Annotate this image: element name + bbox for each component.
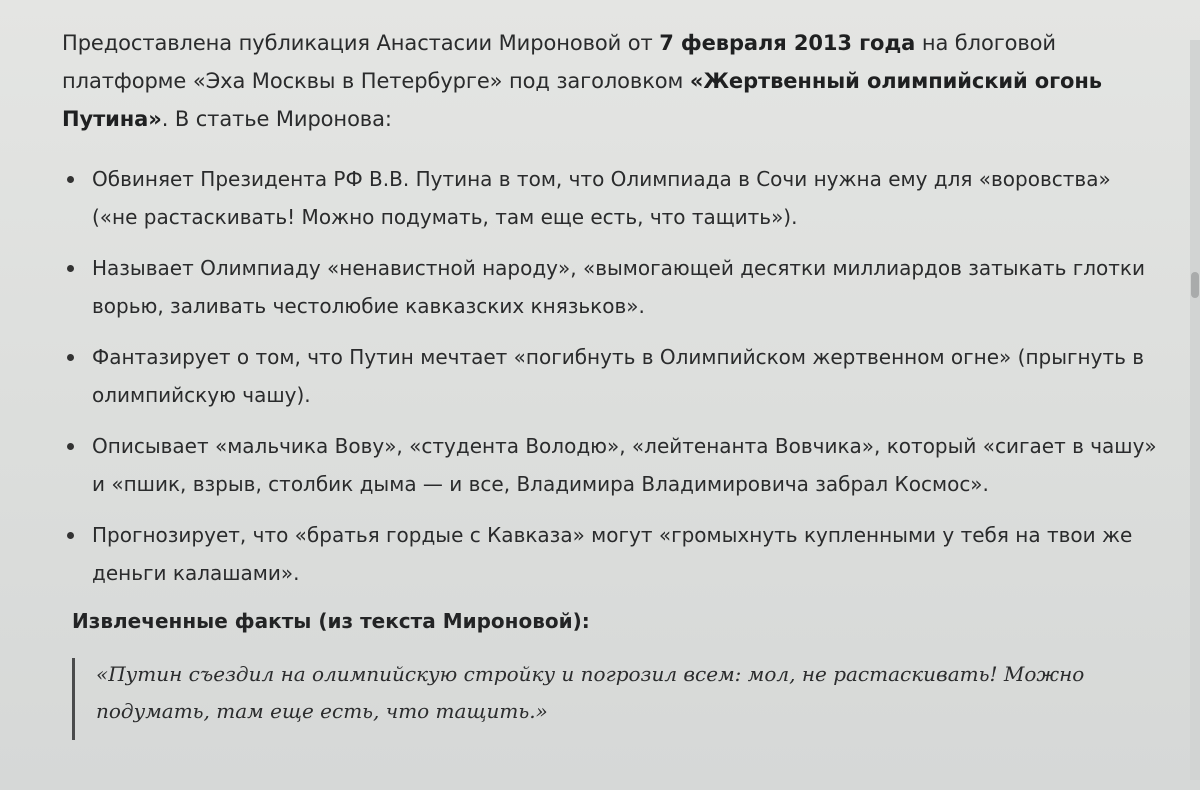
intro-text-3: . В статье Миронова: xyxy=(161,107,392,131)
list-item xyxy=(62,516,1162,592)
intro-text-1: Предоставлена публикация Анастасии Мироновой от xyxy=(62,31,660,55)
facts-quote xyxy=(72,656,1162,730)
publication-date: 7 февраля 2013 года xyxy=(659,31,916,55)
bullet-icon xyxy=(67,532,74,539)
vertical-scrollbar[interactable] xyxy=(1190,40,1200,780)
list-item-text: Описывает «мальчика Вову», «студента Володю», «лейтенанта Вовчика», который «сигает в чашу» и «пшик, взрыв, столбик дыма — и все, Владимира Владимировича забрал Космос». xyxy=(92,434,1157,496)
list-item-text: Фантазирует о том, что Путин мечтает «погибнуть в Олимпийском жертвенном огне» (прыгнуть в олимпийскую чашу). xyxy=(92,345,1145,407)
list-item xyxy=(62,427,1162,503)
bullet-icon xyxy=(67,176,74,183)
claims-list xyxy=(62,160,1162,592)
scrollbar-thumb[interactable] xyxy=(1191,272,1199,298)
list-item-text: Прогнозирует, что «братья гордые с Кавказа» могут «громыхнуть купленными у тебя на твои же деньги калашами». xyxy=(92,523,1133,585)
list-item-text: Называет Олимпиаду «ненавистной народу», «вымогающей десятки миллиардов затыкать глотки ворью, заливать честолюбие кавказских князьков». xyxy=(92,256,1145,318)
quote-text: «Путин съездил на олимпийскую стройку и погрозил всем: мол, не растаскивать! Можно подумать, там еще есть, что тащить.» xyxy=(96,662,1085,723)
document-body xyxy=(62,24,1162,730)
quote-bar xyxy=(72,658,75,740)
facts-heading: Извлеченные факты (из текста Мироновой): xyxy=(72,609,590,633)
bullet-icon xyxy=(67,443,74,450)
list-item xyxy=(62,249,1162,325)
list-item xyxy=(62,160,1162,236)
bullet-icon xyxy=(67,354,74,361)
article-title: «Жертвенный олимпийский огонь Путина» xyxy=(62,69,1102,131)
list-item-text: Обвиняет Президента РФ В.В. Путина в том, что Олимпиада в Сочи нужна ему для «воровства» («не растаскивать! Можно подумать, там еще есть, что тащить»). xyxy=(92,167,1111,229)
intro-text-2: на блоговой платформе «Эха Москвы в Петербурге» под заголовком xyxy=(62,31,1056,93)
list-item xyxy=(62,338,1162,414)
intro-paragraph xyxy=(62,24,1162,138)
bullet-icon xyxy=(67,265,74,272)
